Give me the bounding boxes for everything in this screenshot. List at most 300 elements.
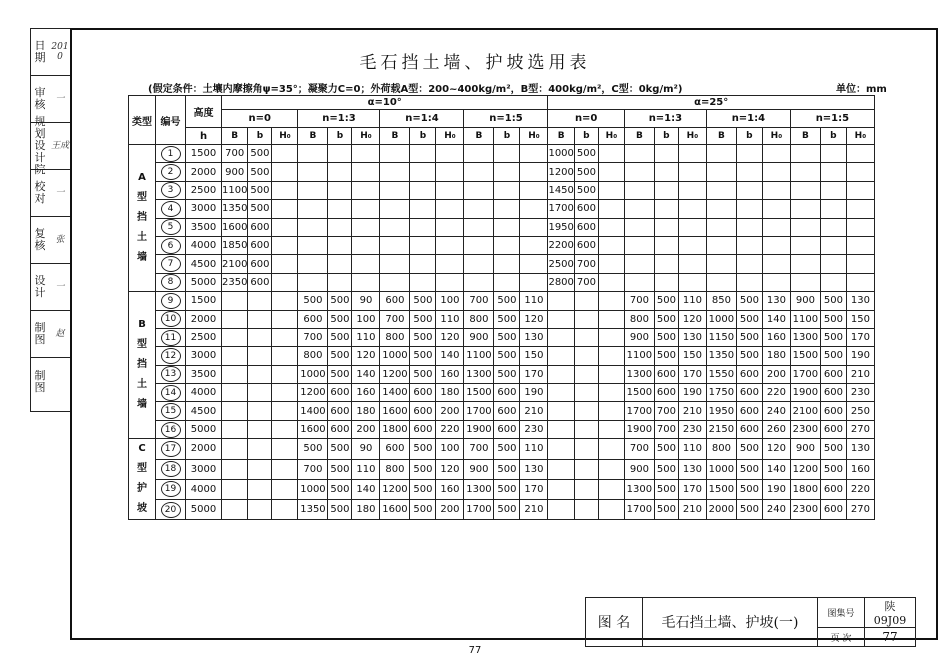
value-cell: 800 [624,310,654,328]
value-cell: 160 [352,384,380,402]
value-cell: 110 [436,310,464,328]
table-title: 毛石挡土墙、护坡选用表 [359,53,591,73]
value-cell [380,273,410,291]
value-cell: 500 [654,347,678,365]
header-n-label: n=1:3 [624,110,706,128]
value-cell: 1500 [706,479,736,499]
value-cell [410,181,436,199]
row-height: 1500 [186,145,222,163]
value-cell: 500 [328,310,352,328]
value-cell [222,310,248,328]
value-cell [598,459,624,479]
value-cell: 170 [846,328,874,346]
value-cell: 160 [436,365,464,383]
value-cell [548,310,574,328]
value-cell: 1000 [706,310,736,328]
value-cell [464,200,494,218]
value-cell: 900 [222,163,248,181]
value-cell: 500 [328,479,352,499]
value-cell: 1200 [380,479,410,499]
value-cell [328,145,352,163]
header-sub: B [298,128,328,145]
value-cell: 170 [520,479,548,499]
header-n-label: n=1:5 [464,110,548,128]
signature-mark: 一 [55,282,65,292]
value-cell: 800 [380,328,410,346]
value-cell: 700 [574,273,598,291]
value-cell: 500 [820,310,846,328]
table-row [129,479,875,499]
value-cell: 1300 [464,365,494,383]
value-cell: 160 [762,328,790,346]
value-cell [678,200,706,218]
value-cell: 100 [436,439,464,459]
value-cell [520,255,548,273]
value-cell: 500 [248,200,272,218]
value-cell [520,181,548,199]
value-cell [410,200,436,218]
value-cell: 1000 [298,479,328,499]
value-cell [790,163,820,181]
value-cell [574,328,598,346]
value-cell: 600 [410,420,436,438]
value-cell [598,420,624,438]
value-cell [598,292,624,310]
value-cell [598,145,624,163]
signature-mark: 一 [55,188,65,198]
value-cell [736,255,762,273]
value-cell: 130 [520,328,548,346]
row-height: 4000 [186,384,222,402]
header-sub: H₀ [762,128,790,145]
value-cell [574,292,598,310]
row-height: 4000 [186,236,222,254]
value-cell [790,181,820,199]
value-cell [574,420,598,438]
value-cell: 500 [574,163,598,181]
value-cell [574,310,598,328]
row-height: 3000 [186,200,222,218]
value-cell: 900 [790,292,820,310]
header-sub: b [328,128,352,145]
value-cell: 240 [762,402,790,420]
value-cell [790,218,820,236]
row-number: 13 [161,366,181,382]
header-alpha-10: α=10° [222,96,548,110]
value-cell [410,273,436,291]
value-cell [678,145,706,163]
header-sub: H₀ [598,128,624,145]
value-cell [436,163,464,181]
header-sub: B [464,128,494,145]
value-cell [548,292,574,310]
value-cell [548,365,574,383]
table-row [129,459,875,479]
value-cell [248,384,272,402]
value-cell: 240 [762,500,790,520]
header-height: 高度 [186,96,222,128]
value-cell: 600 [820,420,846,438]
value-cell [380,181,410,199]
signature-role: 复核 [34,227,46,252]
value-cell: 1350 [298,500,328,520]
value-cell [624,181,654,199]
value-cell [624,200,654,218]
table-row [129,145,875,163]
value-cell [598,365,624,383]
value-cell: 500 [298,292,328,310]
header-sub: B [548,128,574,145]
title-block-atlas-number: 陕09J09 [865,598,916,628]
value-cell [352,218,380,236]
row-number-cell [156,163,186,181]
value-cell [846,273,874,291]
value-cell: 500 [654,310,678,328]
value-cell [436,218,464,236]
value-cell [272,163,298,181]
value-cell: 600 [248,273,272,291]
signature-role: 设计 [34,274,46,299]
value-cell: 600 [494,402,520,420]
value-cell [298,181,328,199]
value-cell [820,236,846,254]
value-cell: 130 [678,328,706,346]
header-n-label: n=1:4 [380,110,464,128]
value-cell: 500 [328,347,352,365]
value-cell [436,236,464,254]
value-cell: 700 [298,459,328,479]
value-cell: 500 [736,292,762,310]
header-n-label: n=0 [548,110,624,128]
value-cell [762,163,790,181]
value-cell: 700 [654,420,678,438]
value-cell: 1600 [380,402,410,420]
value-cell: 1700 [624,500,654,520]
value-cell: 200 [436,500,464,520]
value-cell [298,200,328,218]
value-cell [598,200,624,218]
value-cell: 500 [820,328,846,346]
value-cell [328,273,352,291]
value-cell [494,273,520,291]
value-cell: 1000 [548,145,574,163]
value-cell [598,500,624,520]
value-cell [248,500,272,520]
value-cell [762,218,790,236]
header-sub: b [410,128,436,145]
value-cell [248,420,272,438]
value-cell: 900 [790,439,820,459]
value-cell: 2150 [706,420,736,438]
row-number: 14 [161,385,181,401]
value-cell [272,500,298,520]
value-cell: 2100 [222,255,248,273]
value-cell [410,255,436,273]
value-cell [328,255,352,273]
value-cell [598,402,624,420]
value-cell [298,236,328,254]
value-cell [410,145,436,163]
value-cell [820,218,846,236]
value-cell [624,255,654,273]
value-cell [846,255,874,273]
signature-mark: 一 [55,94,65,104]
value-cell [494,181,520,199]
value-cell [328,200,352,218]
value-cell [654,181,678,199]
value-cell [222,479,248,499]
value-cell: 1400 [298,402,328,420]
value-cell: 900 [464,328,494,346]
value-cell [380,218,410,236]
value-cell: 1600 [222,218,248,236]
value-cell: 250 [846,402,874,420]
value-cell: 500 [494,439,520,459]
value-cell: 230 [520,420,548,438]
value-cell: 210 [678,402,706,420]
value-cell [352,236,380,254]
row-height: 3000 [186,347,222,365]
value-cell [624,236,654,254]
value-cell [846,181,874,199]
value-cell: 230 [846,384,874,402]
value-cell: 1300 [790,328,820,346]
row-height: 3000 [186,459,222,479]
row-number: 18 [161,461,181,477]
value-cell [272,402,298,420]
value-cell: 600 [574,200,598,218]
value-cell: 180 [762,347,790,365]
assumption-conditions: (假定条件：土壤内摩擦角ψ=35°；凝聚力C=0；外荷载A型：200~400kg/m²，B型：400kg/m²，C型：0kg/m²) [148,84,683,95]
value-cell: 1100 [790,310,820,328]
header-sub: b [654,128,678,145]
value-cell: 120 [520,310,548,328]
value-cell: 120 [762,439,790,459]
value-cell [380,255,410,273]
header-sub: B [624,128,654,145]
signature-mark: 张 [55,235,65,245]
value-cell: 500 [654,328,678,346]
value-cell: 600 [654,384,678,402]
value-cell [598,328,624,346]
value-cell: 600 [574,218,598,236]
table-row [129,310,875,328]
value-cell: 160 [846,459,874,479]
value-cell [548,459,574,479]
value-cell: 1000 [298,365,328,383]
value-cell [598,310,624,328]
title-block-page-label: 页 次 [818,628,865,647]
value-cell [762,255,790,273]
title-block [585,597,916,647]
value-cell: 500 [654,459,678,479]
value-cell: 110 [520,439,548,459]
row-height: 5000 [186,500,222,520]
signature-role: 制图 [34,321,46,346]
value-cell [222,365,248,383]
value-cell [248,310,272,328]
value-cell: 2800 [548,273,574,291]
value-cell [352,163,380,181]
value-cell: 600 [328,420,352,438]
row-number-cell [156,328,186,346]
value-cell [328,236,352,254]
value-cell: 170 [678,479,706,499]
table-row [129,273,875,291]
value-cell: 700 [464,439,494,459]
page-number: 77 [468,645,482,656]
value-cell [820,163,846,181]
value-cell [762,200,790,218]
value-cell: 500 [298,439,328,459]
value-cell [736,273,762,291]
value-cell: 500 [328,459,352,479]
row-number-cell [156,365,186,383]
header-alpha-25: α=25° [548,96,874,110]
value-cell [520,273,548,291]
value-cell: 500 [328,365,352,383]
value-cell [436,200,464,218]
value-cell: 120 [436,328,464,346]
value-cell: 700 [380,310,410,328]
value-cell [706,255,736,273]
value-cell [436,181,464,199]
row-height: 2500 [186,328,222,346]
value-cell [736,218,762,236]
value-cell: 120 [678,310,706,328]
title-block-name-label: 图 名 [586,598,643,647]
value-cell [272,218,298,236]
value-cell [494,145,520,163]
row-number: 7 [161,256,181,272]
value-cell: 1500 [790,347,820,365]
value-cell [706,181,736,199]
value-cell [790,145,820,163]
value-cell [574,500,598,520]
value-cell: 210 [678,500,706,520]
value-cell: 500 [736,310,762,328]
value-cell: 200 [762,365,790,383]
value-cell: 600 [736,402,762,420]
value-cell: 800 [464,310,494,328]
value-cell: 170 [678,365,706,383]
value-cell [436,255,464,273]
value-cell [222,292,248,310]
value-cell: 220 [762,384,790,402]
row-height: 4000 [186,479,222,499]
value-cell: 1000 [380,347,410,365]
value-cell: 1100 [464,347,494,365]
value-cell [222,500,248,520]
header-sub: b [494,128,520,145]
value-cell [654,255,678,273]
value-cell: 1600 [298,420,328,438]
value-cell: 600 [380,292,410,310]
value-cell [598,439,624,459]
table-row [129,255,875,273]
row-number-cell [156,439,186,459]
row-number: 15 [161,403,181,419]
signature-cell [31,217,71,264]
row-height: 2000 [186,163,222,181]
value-cell: 600 [736,420,762,438]
value-cell: 600 [494,420,520,438]
value-cell [222,402,248,420]
value-cell [654,145,678,163]
value-cell: 160 [436,479,464,499]
value-cell: 140 [762,459,790,479]
value-cell: 850 [706,292,736,310]
value-cell: 500 [410,459,436,479]
value-cell [272,181,298,199]
value-cell: 230 [678,420,706,438]
header-n-label: n=1:3 [298,110,380,128]
header-n-label: n=1:4 [706,110,790,128]
value-cell: 900 [624,328,654,346]
row-number: 5 [161,219,181,235]
header-sub: b [736,128,762,145]
value-cell: 600 [820,500,846,520]
header-sub: H₀ [272,128,298,145]
value-cell: 110 [678,292,706,310]
value-cell [706,236,736,254]
value-cell: 500 [328,328,352,346]
value-cell [654,273,678,291]
value-cell: 600 [410,384,436,402]
value-cell: 200 [436,402,464,420]
header-sub: B [222,128,248,145]
value-cell: 1500 [624,384,654,402]
value-cell [248,328,272,346]
value-cell: 1100 [222,181,248,199]
value-cell [820,255,846,273]
value-cell [352,273,380,291]
value-cell [380,236,410,254]
value-cell [298,273,328,291]
table-row [129,439,875,459]
table-row [129,384,875,402]
value-cell [464,181,494,199]
value-cell: 1350 [706,347,736,365]
value-cell: 1700 [464,500,494,520]
table-row [129,236,875,254]
value-cell [248,347,272,365]
value-cell: 600 [574,236,598,254]
header-sub: H₀ [352,128,380,145]
value-cell: 500 [328,292,352,310]
value-cell [548,479,574,499]
value-cell: 1750 [706,384,736,402]
row-number-cell [156,459,186,479]
unit-label: 单位：mm [836,84,887,95]
value-cell: 500 [494,328,520,346]
value-cell: 500 [736,500,762,520]
value-cell [464,255,494,273]
row-number: 1 [161,146,181,162]
value-cell: 800 [380,459,410,479]
value-cell [272,479,298,499]
row-number: 11 [161,330,181,346]
value-cell: 2500 [548,255,574,273]
value-cell [820,181,846,199]
value-cell [272,347,298,365]
value-cell [352,255,380,273]
table-row [129,328,875,346]
value-cell [548,439,574,459]
value-cell: 100 [352,310,380,328]
value-cell [222,420,248,438]
value-cell: 130 [520,459,548,479]
